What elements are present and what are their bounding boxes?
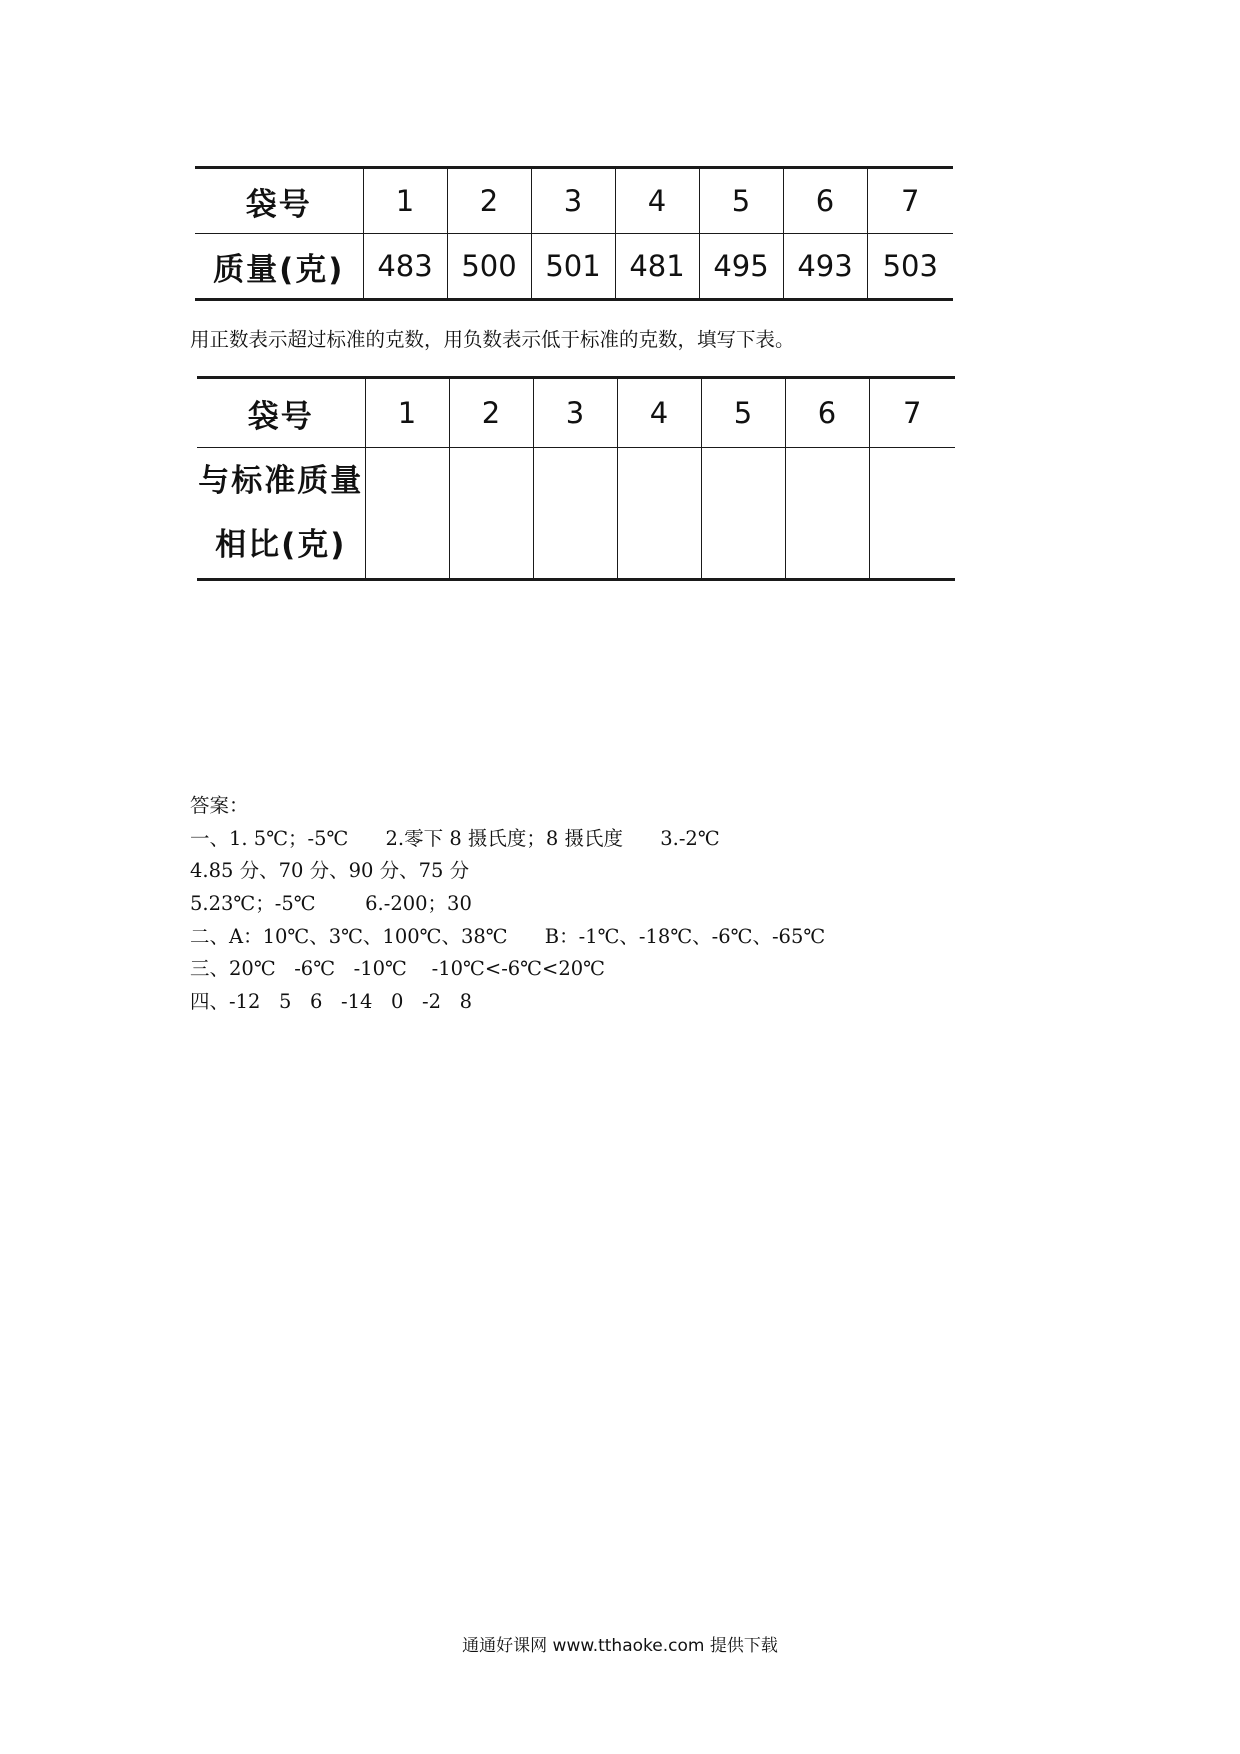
bag-number-cell: 4	[617, 378, 701, 448]
difference-table	[197, 376, 955, 581]
mass-cell: 493	[783, 234, 867, 300]
answer-line: 三、20℃ -6℃ -10℃ -10℃<-6℃<20℃	[190, 957, 605, 981]
bag-number-cell: 3	[531, 168, 615, 234]
difference-blank-cell	[449, 448, 533, 580]
difference-blank-cell	[701, 448, 785, 580]
bag-number-cell: 2	[449, 378, 533, 448]
answer-line: 四、-12 5 6 -14 0 -2 8	[190, 990, 472, 1014]
answer-line: 二、A：10℃、3℃、100℃、38℃ B：-1℃、-18℃、-6℃、-65℃	[190, 924, 826, 948]
bag-number-cell: 1	[365, 378, 449, 448]
instruction-text: 用正数表示超过标准的克数，用负数表示低于标准的克数，填写下表。	[190, 328, 795, 351]
mass-label: 质量(克)	[195, 234, 363, 300]
answer-line: 一、1. 5℃；-5℃ 2.零下 8 摄氏度；8 摄氏度 3.-2℃	[190, 826, 720, 850]
mass-table-value-row	[195, 234, 953, 300]
mass-cell: 500	[447, 234, 531, 300]
difference-table-answer-row	[197, 448, 955, 580]
bag-number-cell: 7	[869, 378, 955, 448]
mass-cell: 495	[699, 234, 783, 300]
answer-line: 4.85 分、70 分、90 分、75 分	[190, 859, 470, 883]
difference-blank-cell	[617, 448, 701, 580]
bag-number-cell: 3	[533, 378, 617, 448]
mass-table-header-row	[195, 168, 953, 234]
bag-number-cell: 6	[783, 168, 867, 234]
bag-number-cell: 1	[363, 168, 447, 234]
bag-number-cell: 2	[447, 168, 531, 234]
bag-number-cell: 5	[699, 168, 783, 234]
mass-cell: 483	[363, 234, 447, 300]
difference-blank-cell	[365, 448, 449, 580]
bag-number-cell: 6	[785, 378, 869, 448]
mass-cell: 503	[867, 234, 953, 300]
difference-label-line1: 与标准质量	[198, 463, 364, 499]
mass-cell: 481	[615, 234, 699, 300]
bag-number-label: 袋号	[197, 378, 365, 448]
bag-number-cell: 7	[867, 168, 953, 234]
difference-table-header-row	[197, 378, 955, 448]
difference-blank-cell	[785, 448, 869, 580]
difference-label	[197, 448, 365, 580]
difference-label-line2: 相比(克)	[215, 527, 347, 563]
difference-blank-cell	[869, 448, 955, 580]
footer-text: 通通好课网 www.tthaoke.com 提供下载	[462, 1636, 778, 1656]
answer-title: 答案：	[190, 794, 249, 817]
bag-number-label: 袋号	[195, 168, 363, 234]
answer-line: 5.23℃；-5℃ 6.-200；30	[190, 892, 472, 916]
bag-number-cell: 4	[615, 168, 699, 234]
difference-blank-cell	[533, 448, 617, 580]
bag-number-cell: 5	[701, 378, 785, 448]
mass-table	[195, 166, 953, 301]
answer-section	[190, 790, 825, 1019]
mass-cell: 501	[531, 234, 615, 300]
